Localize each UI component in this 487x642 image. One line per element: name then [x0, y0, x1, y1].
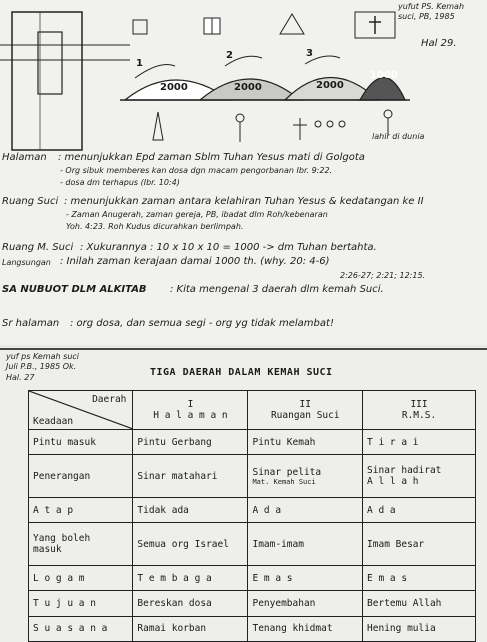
- note-text: : menunjukkan zaman antara kelahiran Tuhan Yesus & kedatangan ke II: [64, 196, 424, 207]
- era-label-2: 2000: [234, 82, 262, 93]
- table-cell: Pintu Gerbang: [133, 430, 248, 455]
- table-cell: Penyembahan: [248, 591, 363, 616]
- era-label-1: 2000: [160, 82, 188, 93]
- corner-bottom-label: Keadaan: [33, 416, 74, 427]
- table-row: [29, 616, 476, 641]
- table-row: [29, 455, 476, 498]
- note-text: : Kita mengenal 3 daerah dlm kemah Suci.: [170, 284, 384, 295]
- corner-top-label: Daerah: [92, 394, 127, 405]
- note-text: 2:26-27; 2:21; 12:15.: [340, 271, 426, 280]
- era-label-4: 1000: [370, 70, 398, 81]
- table-row: [29, 430, 476, 455]
- typed-table-page: [0, 348, 487, 642]
- table-cell: Hening mulia: [363, 616, 476, 641]
- row-label: T u j u a n: [29, 591, 133, 616]
- note-text: - dosa dm terhapus (Ibr. 10:4): [60, 178, 180, 187]
- table-cell: Bertemu Allah: [363, 591, 476, 616]
- row-label: A t a p: [29, 498, 133, 523]
- table-cell: Sinar matahari: [133, 455, 248, 498]
- era-label-3: 2000: [316, 80, 344, 91]
- row-label-cell: [29, 523, 133, 566]
- table-cell: T i r a i: [363, 430, 476, 455]
- note-label: Ruang Suci: [2, 196, 59, 207]
- table-cell: Tenang khidmat: [248, 616, 363, 641]
- lahir-label: lahir di dunia: [372, 132, 425, 141]
- note-text: : menunjukkan Epd zaman Sblm Tuhan Yesus mati di Golgota: [58, 152, 365, 163]
- cell-line: Sinar pelita: [252, 466, 322, 478]
- note-text: : Inilah zaman kerajaan damai 1000 th. (why. 20: 4-6): [60, 256, 330, 267]
- king-figure-icon: [384, 110, 392, 118]
- mountain-icon: [280, 14, 304, 34]
- row-label: S u a s a n a: [29, 616, 133, 641]
- row-label: Penerangan: [29, 455, 133, 498]
- holy-place-box: [38, 32, 62, 94]
- people-figure-icon: [339, 121, 345, 127]
- arrow-label-2: 2: [226, 50, 233, 61]
- altar-icon: [133, 20, 147, 34]
- note-text: - Zaman Anugerah, zaman gereja, PB, ibadat dlm Roh/kebenaran: [66, 210, 328, 219]
- table-cell: A d a: [363, 498, 476, 523]
- table-cell: [363, 455, 476, 498]
- table-cell: Imam-imam: [248, 523, 363, 566]
- note-label: Ruang M. Suci: [2, 242, 74, 253]
- table-title: TIGA DAERAH DALAM KEMAH SUCI: [150, 367, 333, 378]
- table-row: [29, 566, 476, 591]
- note-label: Langsungan: [2, 258, 51, 267]
- table-cell: E m a s: [248, 566, 363, 591]
- table-cell: Pintu Kemah: [248, 430, 363, 455]
- people-figure-icon: [327, 121, 333, 127]
- page-number: Hal 29.: [421, 38, 457, 49]
- table-cell: Ramai korban: [133, 616, 248, 641]
- table-header-row: [29, 391, 476, 430]
- cell-line: Sinar hadirat: [367, 465, 442, 477]
- column-name: Ruangan Suci: [270, 410, 340, 421]
- table-row: [29, 591, 476, 616]
- note-label: SA NUBUOT DLM ALKITAB: [2, 284, 147, 295]
- table-cell: T e m b a g a: [133, 566, 248, 591]
- column-header-2: [248, 391, 363, 430]
- note-text: : Xukurannya : 10 x 10 x 10 = 1000 -> dm Tuhan bertahta.: [80, 242, 377, 253]
- column-number: III: [410, 399, 428, 410]
- tabernacle-outline: [12, 12, 82, 150]
- row-label-line2: masuk: [33, 544, 62, 556]
- row-label: Pintu masuk: [29, 430, 133, 455]
- table-cell: Semua org Israel: [133, 523, 248, 566]
- header-note-line2: suci, PB, 1985: [398, 12, 455, 21]
- people-figure-icon: [315, 121, 321, 127]
- lower-note-line1: yuf ps Kemah suci: [6, 352, 80, 361]
- table-cell: Tidak ada: [133, 498, 248, 523]
- corner-cell: [29, 391, 133, 430]
- column-header-1: [133, 391, 248, 430]
- column-name: H a l a m a n: [153, 410, 228, 421]
- table-cell: A d a: [248, 498, 363, 523]
- note-label: Halaman: [2, 152, 47, 163]
- row-label: Yang boleh: [33, 533, 91, 545]
- table-cell: E m a s: [363, 566, 476, 591]
- lower-note-hal: Hal. 27: [6, 373, 35, 382]
- table-cell: Bereskan dosa: [133, 591, 248, 616]
- priest-figure-icon: [236, 114, 244, 122]
- lower-note-line2: Juli P.B., 1985 Ok.: [6, 362, 77, 371]
- table-cell: [248, 455, 363, 498]
- table-cell: Imam Besar: [363, 523, 476, 566]
- row-label: L o g a m: [29, 566, 133, 591]
- fire-altar-icon: [153, 112, 163, 140]
- table-row: [29, 498, 476, 523]
- note-text: - Org sibuk memberes kan dosa dgn macam pengorbanan Ibr. 9:22.: [60, 166, 333, 175]
- three-areas-table: [28, 390, 476, 642]
- note-text: : org dosa, dan semua segi - org yg tidak melambat!: [70, 318, 334, 329]
- note-text: Yoh. 4:23. Roh Kudus dicurahkan berlimpah.: [66, 222, 244, 231]
- table-row: [29, 523, 476, 566]
- cell-subline: A l l a h: [367, 476, 419, 488]
- column-name: R.M.S.: [401, 410, 437, 421]
- column-number: I: [187, 399, 194, 410]
- arrow-label-1: 1: [136, 58, 143, 69]
- cell-subline: Mat. Kemah Suci: [252, 477, 316, 486]
- header-note-line1: yufut PS. Kemah: [398, 2, 465, 11]
- note-label: Sr halaman: [2, 318, 60, 329]
- column-header-3: [363, 391, 476, 430]
- column-number: II: [299, 399, 311, 410]
- arrow-label-3: 3: [306, 48, 313, 59]
